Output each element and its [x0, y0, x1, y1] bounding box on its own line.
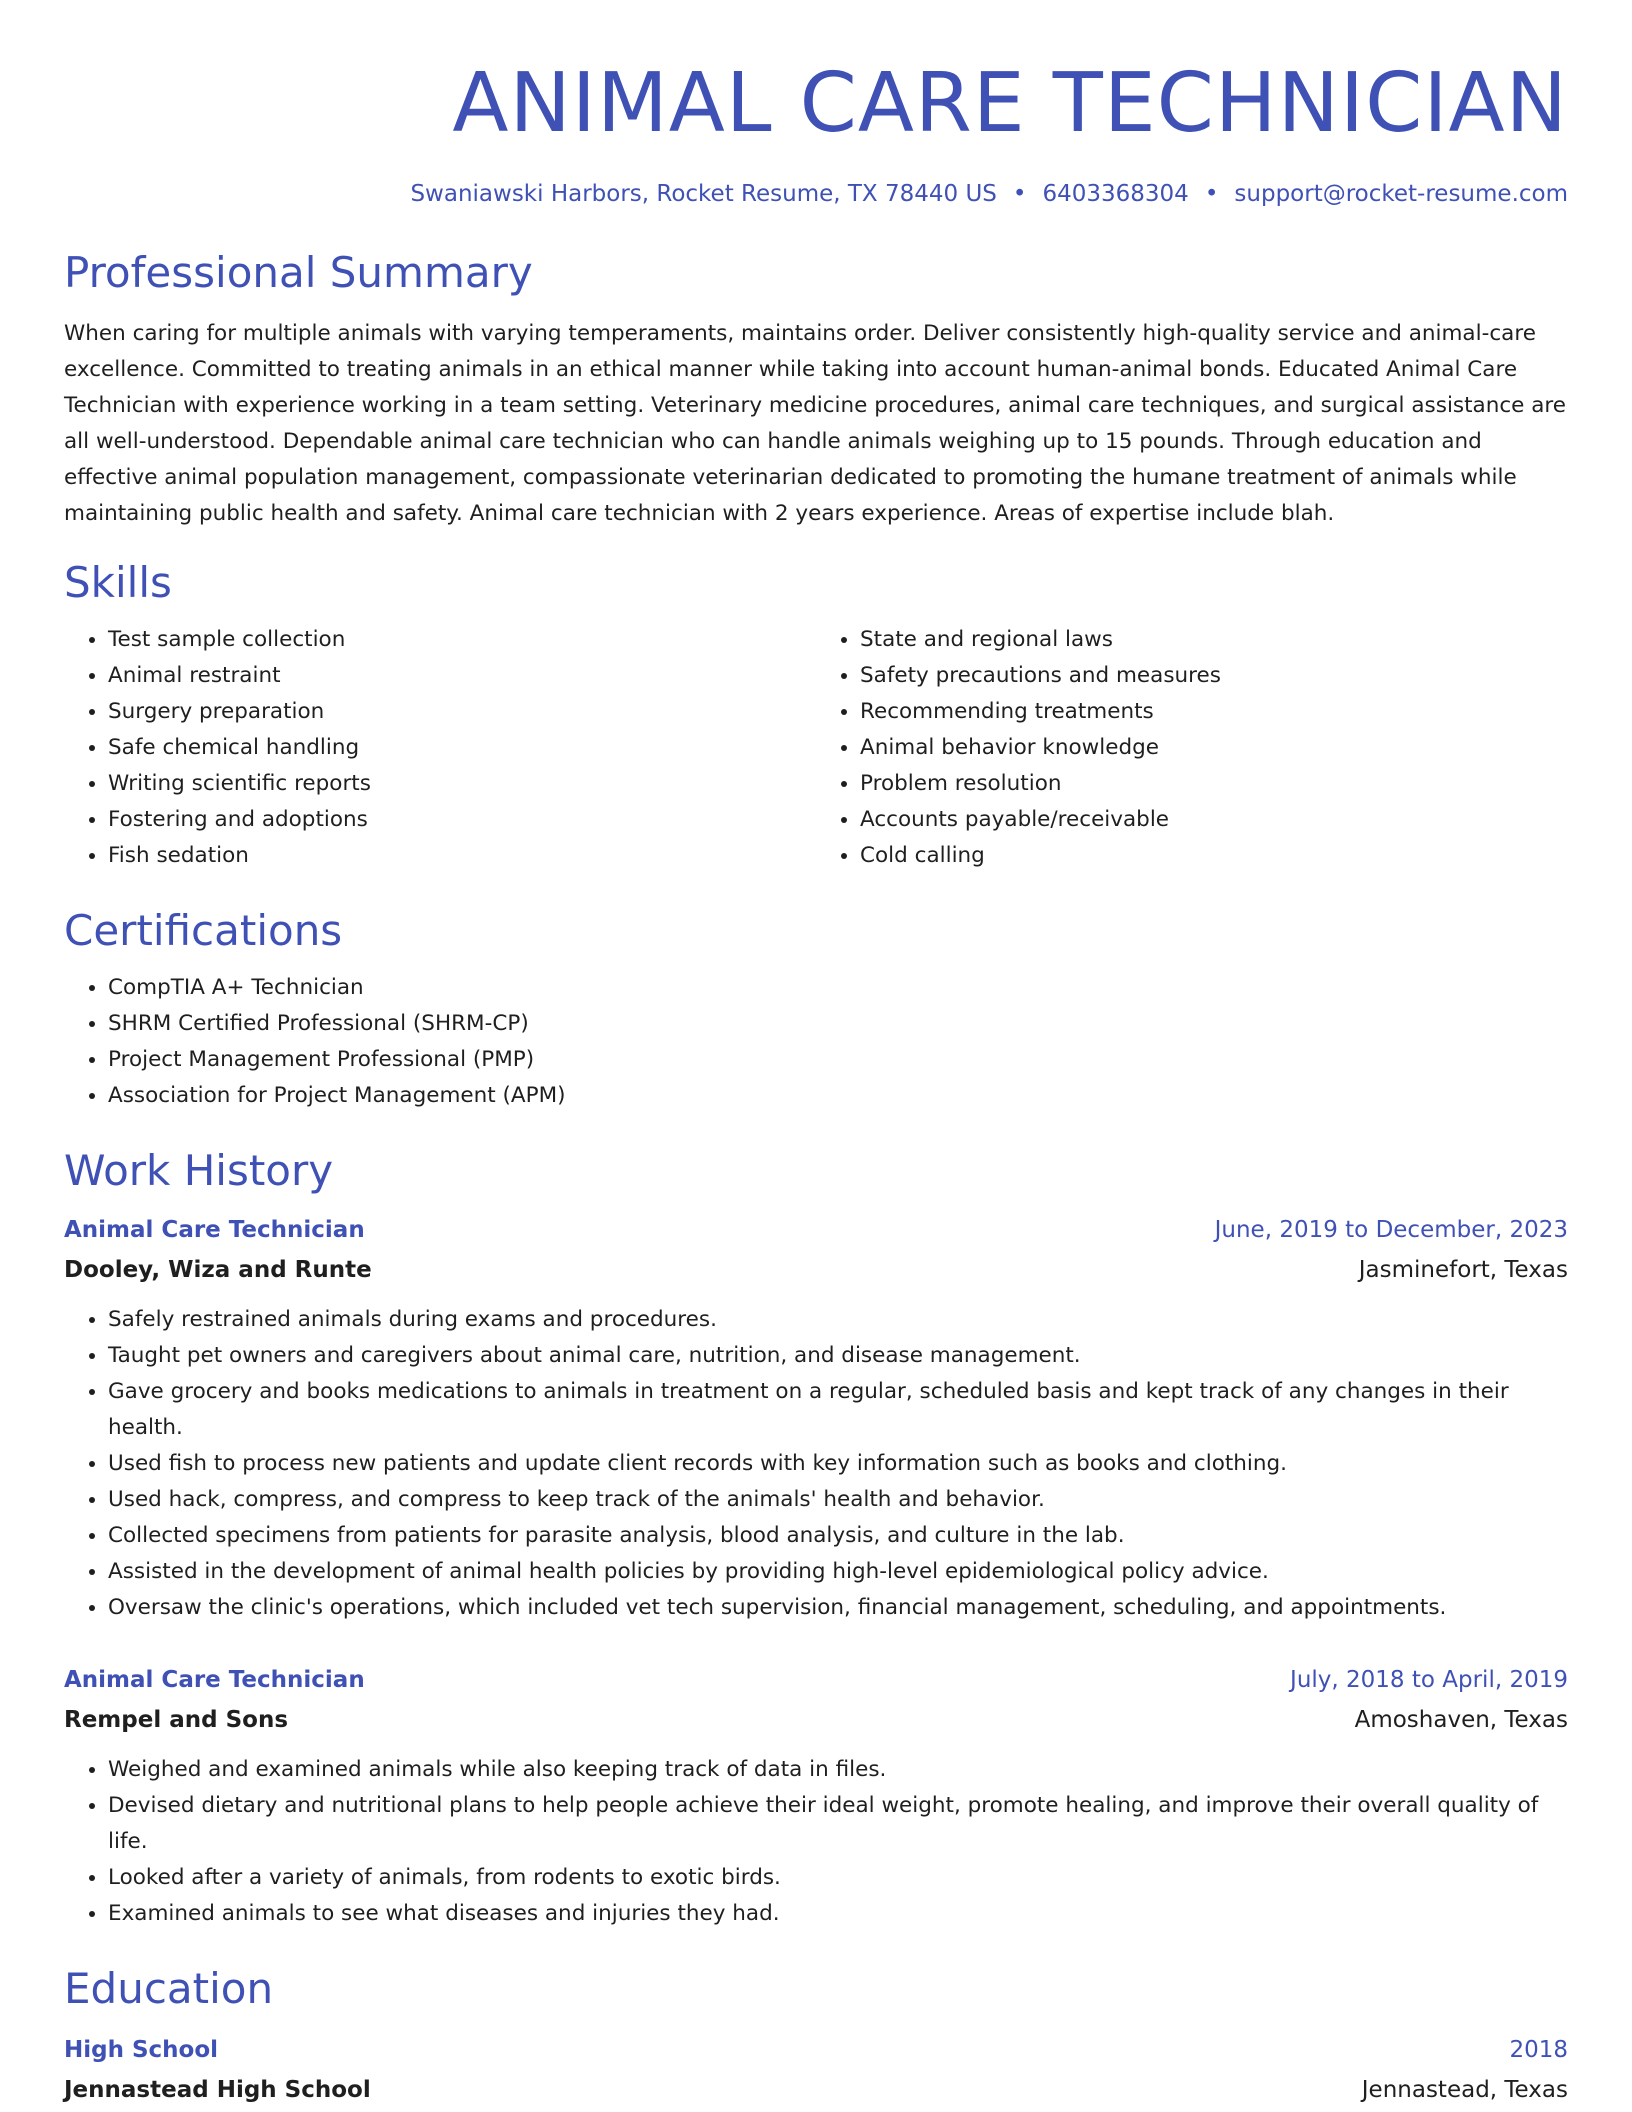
- job-bullet: • Gave grocery and books medications to animals in treatment on a regular, scheduled basis and kept track of any changes in their health.: [108, 1374, 1568, 1446]
- contact-email[interactable]: support@rocket-resume.com: [1234, 181, 1568, 207]
- job-bullet: • Weighed and examined animals while also keeping track of data in files.: [108, 1752, 1568, 1788]
- certifications-heading: Certifications: [64, 906, 343, 955]
- job-bullet: • Taught pet owners and caregivers about animal care, nutrition, and disease management.: [108, 1338, 1568, 1374]
- job-subheader: [64, 1252, 1568, 1288]
- contact-line: [64, 178, 1568, 210]
- skill-item: • Safety precautions and measures: [860, 658, 1568, 694]
- education-year: 2018: [1509, 2037, 1568, 2063]
- job-bullet: • Used hack, compress, and compress to keep track of the animals' health and behavior.: [108, 1482, 1568, 1518]
- certification-item: • CompTIA A+ Technician: [108, 970, 1568, 1006]
- education-subheader: [64, 2072, 1568, 2108]
- skill-item: • Writing scientific reports: [108, 766, 816, 802]
- education-heading: Education: [64, 1964, 274, 2013]
- job-location: Amoshaven, Texas: [1354, 1707, 1568, 1733]
- separator-dot: •: [1204, 181, 1219, 207]
- skill-item: • Fish sedation: [108, 838, 816, 874]
- certification-item: • Association for Project Management (APM): [108, 1078, 1568, 1114]
- job-bullet: • Examined animals to see what diseases and injuries they had.: [108, 1896, 1568, 1932]
- separator-dot: •: [1012, 181, 1027, 207]
- job-location: Jasminefort, Texas: [1358, 1257, 1568, 1283]
- certification-item: • Project Management Professional (PMP): [108, 1042, 1568, 1078]
- job-bullet: • Collected specimens from patients for parasite analysis, blood analysis, and culture in the lab.: [108, 1518, 1568, 1554]
- job-dates: June, 2019 to December, 2023: [1214, 1217, 1568, 1243]
- skill-item: • Accounts payable/receivable: [860, 802, 1568, 838]
- job-bullet: • Looked after a variety of animals, from rodents to exotic birds.: [108, 1860, 1568, 1896]
- resume-name: ANIMAL CARE TECHNICIAN: [452, 56, 1568, 151]
- job-entry: [64, 1212, 1568, 1626]
- skill-item: • Fostering and adoptions: [108, 802, 816, 838]
- job-bullet: • Devised dietary and nutritional plans to help people achieve their ideal weight, promote healing, and improve their overall quality of life.: [108, 1788, 1568, 1860]
- job-company: Dooley, Wiza and Runte: [64, 1257, 372, 1283]
- education-location: Jennastead, Texas: [1361, 2077, 1568, 2103]
- job-bullets: [64, 1752, 1568, 1932]
- skills-heading: Skills: [64, 558, 172, 607]
- work-history-heading: Work History: [64, 1146, 334, 1195]
- job-title: Animal Care Technician: [64, 1217, 365, 1243]
- job-bullet: • Oversaw the clinic's operations, which included vet tech supervision, financial management, scheduling, and appointments.: [108, 1590, 1568, 1626]
- skill-item: • Animal behavior knowledge: [860, 730, 1568, 766]
- certifications-list: [64, 970, 1568, 1114]
- job-title: Animal Care Technician: [64, 1667, 365, 1693]
- job-bullet: • Used fish to process new patients and update client records with key information such as books and clothing.: [108, 1446, 1568, 1482]
- job-header: [64, 1662, 1568, 1698]
- skill-item: • Cold calling: [860, 838, 1568, 874]
- education-school: Jennastead High School: [64, 2077, 371, 2103]
- skills-list-left: [64, 622, 816, 874]
- job-bullet: • Assisted in the development of animal health policies by providing high-level epidemiological policy advice.: [108, 1554, 1568, 1590]
- skills-list-right: [816, 622, 1568, 874]
- skill-item: • Surgery preparation: [108, 694, 816, 730]
- skills-columns: [64, 622, 1568, 874]
- contact-phone: 6403368304: [1042, 181, 1189, 207]
- job-dates: July, 2018 to April, 2019: [1290, 1667, 1568, 1693]
- education-degree: High School: [64, 2037, 219, 2063]
- skill-item: • Safe chemical handling: [108, 730, 816, 766]
- job-company: Rempel and Sons: [64, 1707, 289, 1733]
- job-entry: [64, 1662, 1568, 1932]
- job-subheader: [64, 1702, 1568, 1738]
- education-entry: [64, 2032, 1568, 2108]
- summary-text: When caring for multiple animals with varying temperaments, maintains order. Deliver consistently high-quality service and animal-care excellence. Committed to treating animals in an ethical manner while taking into account human-animal bonds. Educated Animal Care Technician with experience working in a team setting. Veterinary medicine procedures, animal care techniques, and surgical assistance are all well-understood. Dependable animal care technician who can handle animals weighing up to 15 pounds. Through education and effective animal population management, compassionate veterinarian dedicated to promoting the humane treatment of animals while maintaining public health and safety. Animal care technician with 2 years experience. Areas of expertise include blah.: [64, 321, 1566, 526]
- job-bullets: [64, 1302, 1568, 1626]
- skill-item: • Recommending treatments: [860, 694, 1568, 730]
- summary-heading: Professional Summary: [64, 248, 533, 297]
- job-bullet: • Safely restrained animals during exams and procedures.: [108, 1302, 1568, 1338]
- skill-item: • Test sample collection: [108, 622, 816, 658]
- education-header: [64, 2032, 1568, 2068]
- skill-item: • Problem resolution: [860, 766, 1568, 802]
- contact-address: Swaniawski Harbors, Rocket Resume, TX 78440 US: [410, 181, 997, 207]
- job-header: [64, 1212, 1568, 1248]
- skill-item: • Animal restraint: [108, 658, 816, 694]
- certification-item: • SHRM Certified Professional (SHRM-CP): [108, 1006, 1568, 1042]
- skill-item: • State and regional laws: [860, 622, 1568, 658]
